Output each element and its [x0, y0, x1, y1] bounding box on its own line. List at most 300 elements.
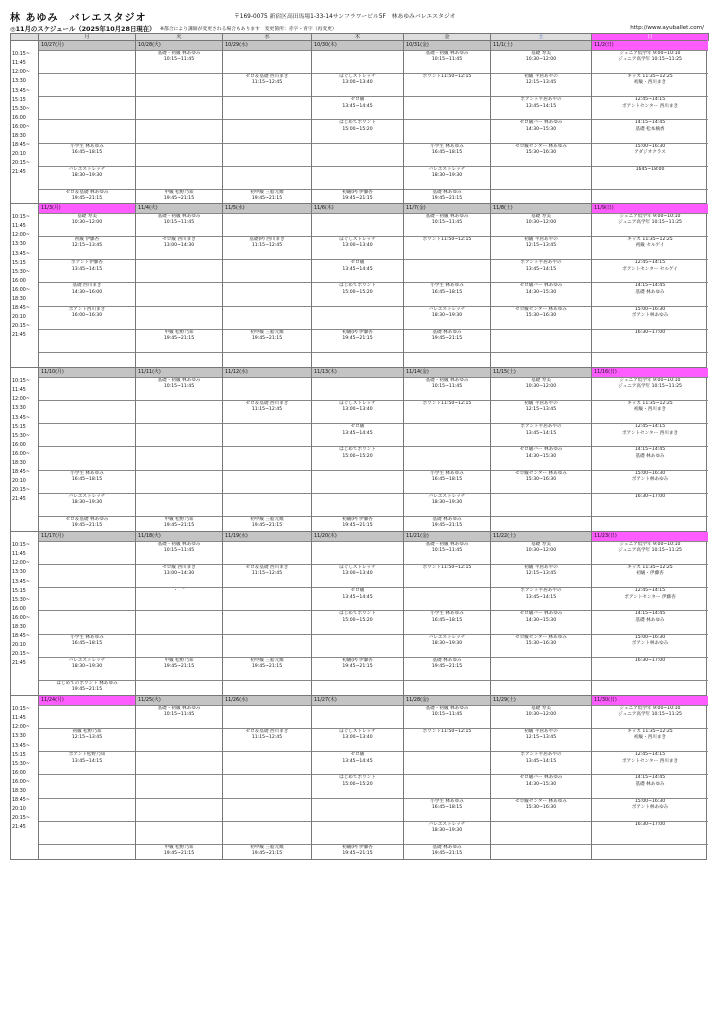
class-text: 13:00~14:30	[163, 243, 195, 249]
time-slot: 10:15~	[12, 215, 30, 221]
time-slot: 11:45	[12, 388, 26, 394]
class-cell	[404, 446, 490, 469]
class-cell	[39, 728, 135, 751]
change-note: ※都合により講師が変更される場合もあります 変更箇所：赤字・青字（再変更）	[160, 27, 337, 32]
class-text: 基礎 林あゆみ	[635, 453, 665, 459]
day-header-wed: 水	[223, 34, 312, 41]
class-cell	[312, 634, 403, 657]
time-slot: 16:00~	[12, 124, 30, 130]
class-text: 初級 セルゲイ	[635, 243, 665, 249]
class-cell	[404, 493, 490, 516]
class-cell	[312, 751, 403, 774]
class-text: 13:00~13:40	[342, 735, 373, 741]
class-text: ポワント11:50~12:15	[422, 729, 472, 735]
date-label: 11/7(金)	[404, 204, 490, 213]
class-cell	[136, 728, 222, 751]
class-text: バレエストレッチ	[428, 821, 466, 827]
class-cell	[136, 516, 222, 531]
class-text: 初級 松野乃知	[72, 729, 102, 735]
class-text: 13:00~14:30	[163, 571, 195, 577]
class-text: ゼロ級バー 林あゆみ	[519, 611, 563, 617]
class-text: 12:15~13:45	[525, 571, 557, 577]
class-text: 10:30~12:00	[525, 57, 557, 63]
time-slot: 20:10	[12, 315, 26, 321]
class-cell	[592, 587, 708, 610]
class-cell	[491, 189, 591, 203]
time-slot: 18:45~	[12, 798, 30, 804]
class-text: ジュニア高学年 10:15~11:25	[618, 220, 682, 226]
class-text: バレエストレッチ	[428, 306, 466, 312]
class-cell	[312, 352, 403, 367]
class-text: はじめてポワント	[339, 120, 376, 126]
date-label: 11/2(日)	[592, 41, 708, 50]
class-cell	[312, 564, 403, 587]
time-slot: 12:00~	[12, 233, 30, 239]
class-cell	[592, 493, 708, 516]
class-text: キッズ 11:35~12:25	[627, 237, 673, 243]
class-text: 初級(P) 伊藤杏	[342, 844, 373, 850]
class-cell	[404, 634, 490, 657]
class-text: ポアント伊藤杏	[71, 260, 103, 266]
class-cell	[39, 774, 135, 797]
class-text: 12:15~13:45	[525, 407, 557, 413]
website-url[interactable]: http://www.ayuballet.com/	[630, 25, 704, 31]
class-cell	[312, 50, 403, 73]
class-text: 12:45~14:15	[634, 588, 666, 594]
class-text: 19:45~21:15	[71, 686, 103, 692]
class-cell	[491, 705, 591, 728]
class-cell	[39, 821, 135, 844]
time-slot: 20:10	[12, 807, 26, 813]
date-label: 11/16(日)	[592, 368, 708, 377]
class-text: 16:45~18:15	[431, 476, 463, 482]
class-text: ゼロ級センター 林あゆみ	[515, 143, 567, 149]
class-text: 16:45~18:15	[431, 149, 463, 155]
day-column	[223, 368, 312, 531]
class-text: 10:15~11:45	[431, 548, 463, 554]
class-text: 10:15~11:45	[163, 548, 195, 554]
class-text: 10:15~11:45	[163, 220, 195, 226]
class-cell	[312, 774, 403, 797]
class-text: キッズ 11:35~12:25	[627, 565, 673, 571]
class-cell	[39, 189, 135, 203]
class-text: 基礎・初級 林あゆみ	[157, 706, 201, 712]
class-text: はじめてポワント	[339, 283, 376, 289]
class-text: 13:45~14:15	[525, 594, 557, 600]
class-cell	[312, 610, 403, 633]
class-text: 19:45~21:15	[251, 522, 283, 528]
class-text: 13:00~13:40	[342, 571, 373, 577]
class-cell	[136, 564, 222, 587]
class-cell	[312, 705, 403, 728]
day-header-sat: 土	[491, 34, 592, 41]
date-label: 11/20(木)	[312, 532, 403, 541]
class-cell	[223, 587, 311, 610]
class-text: 18:30~19:30	[71, 172, 103, 178]
class-cell	[136, 213, 222, 236]
time-slot: 13:45~	[12, 579, 30, 585]
class-cell	[404, 282, 490, 305]
class-cell	[136, 587, 222, 610]
class-cell	[491, 751, 591, 774]
date-label: 10/30(木)	[312, 41, 403, 50]
class-text: 16:30~17:00	[634, 493, 666, 499]
day-header-thu: 木	[312, 34, 404, 41]
class-cell	[592, 774, 708, 797]
class-cell	[223, 119, 311, 142]
class-cell	[312, 446, 403, 469]
class-cell	[491, 634, 591, 657]
class-cell	[491, 493, 591, 516]
class-text: 16:45~18:15	[71, 149, 103, 155]
time-slot: 16:00~	[12, 451, 30, 457]
class-text: ほぐしストレッチ	[339, 401, 376, 407]
class-cell	[223, 50, 311, 73]
time-slot: 13:30	[12, 79, 26, 85]
class-cell	[39, 844, 135, 859]
class-cell	[39, 213, 135, 236]
class-text: 基礎・初級 林あゆみ	[425, 378, 469, 384]
class-text: ほぐしストレッチ	[339, 565, 376, 571]
class-text: ジュニア低学年 9:00~10:10	[619, 706, 681, 712]
class-cell	[39, 493, 135, 516]
class-text: ポアント西川まき	[68, 306, 106, 312]
class-text: 中級 松野乃知	[164, 329, 194, 335]
class-cell	[39, 166, 135, 189]
class-text: バレエストレッチ	[428, 634, 466, 640]
class-text: 12:15~13:45	[71, 243, 103, 249]
class-cell	[39, 610, 135, 633]
time-slot: 13:30	[12, 242, 26, 248]
class-text: はじめてポワント	[339, 611, 376, 617]
class-cell	[592, 564, 708, 587]
class-text: ゼロ＆基礎 林あゆみ	[65, 516, 109, 522]
class-text: 19:45~21:15	[251, 195, 283, 201]
class-cell	[136, 352, 222, 367]
class-text: 19:45~21:15	[251, 850, 283, 856]
day-column	[223, 532, 312, 695]
day-header-mon: 月	[39, 34, 136, 41]
class-cell	[592, 844, 708, 859]
class-cell	[491, 423, 591, 446]
class-cell	[491, 213, 591, 236]
class-text: 19:45~21:15	[342, 522, 373, 528]
class-cell	[39, 73, 135, 96]
time-slot: 21:45	[12, 825, 26, 831]
header	[10, 7, 710, 35]
time-slot: 13:45~	[12, 88, 30, 94]
class-text: 16:00~16:30	[71, 312, 103, 318]
day-column	[39, 368, 136, 531]
class-cell	[491, 821, 591, 844]
class-cell	[592, 329, 708, 352]
time-slot: 11:45	[12, 61, 26, 67]
date-label: 11/23(日)	[592, 532, 708, 541]
class-cell	[491, 329, 591, 352]
day-column	[312, 532, 404, 695]
day-column	[39, 532, 136, 695]
time-slot: 18:45~	[12, 143, 30, 149]
class-cell	[592, 541, 708, 564]
class-text: ゼロ級バー 林あゆみ	[519, 283, 563, 289]
class-cell	[39, 470, 135, 493]
class-text: バレエストレッチ	[428, 166, 466, 172]
class-cell	[404, 119, 490, 142]
class-text: 14:30~15:30	[525, 781, 557, 787]
class-text: 10:15~11:45	[431, 57, 463, 63]
time-slot: 16:00	[12, 442, 26, 448]
class-text: 19:45~21:15	[251, 663, 283, 669]
class-text: 初級(P) 伊藤杏	[342, 329, 373, 335]
class-text: 基礎・初級 林あゆみ	[157, 51, 201, 57]
class-text: 16:45~18:15	[431, 617, 463, 623]
class-cell	[223, 352, 311, 367]
class-cell	[404, 377, 490, 400]
class-text: ジュニア低学年 9:00~10:10	[619, 542, 681, 548]
date-label: 11/19(水)	[223, 532, 311, 541]
class-text: 初中級 三船元維	[250, 844, 284, 850]
date-label: 11/26(水)	[223, 696, 311, 705]
class-cell	[592, 96, 708, 119]
week-grid	[11, 41, 706, 203]
time-slot: 20:15~	[12, 652, 30, 658]
class-text: 15:00~15:20	[342, 126, 373, 132]
class-cell	[223, 657, 311, 680]
class-text: 基礎 松本楠香	[635, 126, 665, 132]
class-text: 初中級 三船元維	[250, 329, 284, 335]
time-column	[11, 532, 39, 695]
class-cell	[404, 705, 490, 728]
day-column	[223, 204, 312, 367]
class-cell	[592, 751, 708, 774]
class-text: 小学生 林あゆみ	[430, 611, 464, 617]
time-column-spacer	[11, 696, 38, 705]
class-cell	[312, 680, 403, 695]
time-slot: 20:10	[12, 152, 26, 158]
class-text: ポアント林あゆみ	[631, 640, 669, 646]
class-text: ゼロ＆基礎 西川まき	[245, 74, 289, 80]
day-header-sun: 日	[592, 34, 708, 41]
time-slot: 16:00	[12, 606, 26, 612]
class-text: 14:30~15:30	[525, 453, 557, 459]
class-cell	[491, 352, 591, 367]
class-text: 10:15~11:45	[431, 712, 463, 718]
class-text: ほぐしストレッチ	[339, 237, 376, 243]
class-text: 19:45~21:15	[431, 850, 463, 856]
time-slot: 16:00	[12, 278, 26, 284]
class-cell	[404, 541, 490, 564]
class-text: 19:45~21:15	[342, 850, 373, 856]
time-slot: 16:00	[12, 770, 26, 776]
time-slot: 18:45~	[12, 306, 30, 312]
class-text: 11:15~12:45	[251, 243, 283, 249]
class-text: 基礎・初級 林あゆみ	[425, 214, 469, 220]
class-cell	[312, 143, 403, 166]
class-cell	[136, 189, 222, 203]
class-cell	[39, 564, 135, 587]
class-cell	[223, 377, 311, 400]
class-cell	[491, 166, 591, 189]
time-column-spacer	[11, 41, 38, 50]
class-text: 基礎・初級 林あゆみ	[425, 51, 469, 57]
time-column-spacer	[11, 368, 38, 377]
time-slot: 13:30	[12, 406, 26, 412]
class-cell	[312, 470, 403, 493]
class-text: 基礎 林あゆみ	[432, 657, 462, 663]
time-slot: 20:15~	[12, 488, 30, 494]
class-cell	[223, 821, 311, 844]
class-cell	[136, 751, 222, 774]
class-text: 14:15~14:45	[634, 775, 666, 781]
day-column	[404, 532, 491, 695]
class-text: 基礎 寿美	[531, 706, 551, 712]
class-text: 基礎 林あゆみ	[432, 189, 462, 195]
class-text: 初級・西川まき	[633, 407, 667, 413]
class-text: ジュニア高学年 10:15~11:25	[618, 548, 682, 554]
time-slot: 10:15~	[12, 52, 30, 58]
class-cell	[491, 143, 591, 166]
class-text: はじめてポワント	[339, 447, 376, 453]
class-text: ポアントセンター 西川まき	[621, 758, 679, 764]
class-cell	[592, 213, 708, 236]
time-slot: 20:15~	[12, 816, 30, 822]
class-cell	[491, 73, 591, 96]
class-text: 初中級 三船元維	[250, 516, 284, 522]
class-cell	[404, 329, 490, 352]
class-cell	[491, 259, 591, 282]
class-cell	[39, 259, 135, 282]
class-text: 13:45~14:15	[525, 758, 557, 764]
class-cell	[491, 236, 591, 259]
class-text: ポアント林あゆみ	[631, 804, 669, 810]
class-cell	[404, 143, 490, 166]
class-cell	[223, 423, 311, 446]
class-text: ポアントセンター 西川まき	[621, 103, 679, 109]
class-cell	[39, 282, 135, 305]
class-text: ポアント平居あやの	[520, 260, 562, 266]
class-text: 13:45~14:15	[71, 758, 103, 764]
class-cell	[312, 377, 403, 400]
class-cell	[223, 516, 311, 531]
class-cell	[404, 821, 490, 844]
class-cell	[404, 213, 490, 236]
time-column	[11, 41, 39, 203]
class-cell	[491, 400, 591, 423]
class-cell	[136, 634, 222, 657]
class-cell	[592, 352, 708, 367]
class-cell	[136, 423, 222, 446]
class-text: 19:45~21:15	[431, 663, 463, 669]
class-cell	[592, 236, 708, 259]
class-text: 10:30~12:00	[71, 220, 103, 226]
class-cell	[136, 259, 222, 282]
time-slot: 11:45	[12, 716, 26, 722]
class-cell	[39, 352, 135, 367]
class-cell	[592, 821, 708, 844]
class-cell	[136, 166, 222, 189]
date-label: 11/25(火)	[136, 696, 222, 705]
class-text: 初級 平居あやの	[524, 729, 558, 735]
class-cell	[223, 236, 311, 259]
class-cell	[136, 774, 222, 797]
day-header-tue: 火	[136, 34, 223, 41]
class-cell	[312, 400, 403, 423]
week-grid	[11, 204, 706, 367]
class-text: 10:15~11:45	[163, 57, 195, 63]
time-slot: 21:45	[12, 333, 26, 339]
schedule-subtitle: ◎11月のスケジュール（2025年10月28日現在）	[10, 25, 156, 33]
class-text: アダジオクラス	[634, 149, 666, 155]
class-cell	[223, 634, 311, 657]
class-text: ゼロ＆基礎 西川まき	[245, 565, 289, 571]
class-text: ジュニア低学年 9:00~10:10	[619, 51, 681, 57]
class-text: 16:30~17:00	[634, 821, 666, 827]
class-cell	[491, 798, 591, 821]
time-slot: 20:15~	[12, 161, 30, 167]
class-cell	[592, 516, 708, 531]
date-label: 11/29(土)	[491, 696, 591, 705]
date-label: 11/14(金)	[404, 368, 490, 377]
class-cell	[404, 400, 490, 423]
class-text: 19:45~21:15	[342, 195, 373, 201]
time-slot: 10:15~	[12, 543, 30, 549]
date-label: 10/29(水)	[223, 41, 311, 50]
class-cell	[39, 634, 135, 657]
class-text: 15:30~16:30	[525, 804, 557, 810]
class-text: 初級(P) 伊藤杏	[342, 189, 373, 195]
class-cell	[136, 446, 222, 469]
class-cell	[404, 470, 490, 493]
day-column	[592, 41, 708, 203]
class-cell	[404, 728, 490, 751]
time-slot: 12:00~	[12, 561, 30, 567]
class-cell	[404, 680, 490, 695]
day-column	[404, 41, 491, 203]
class-cell	[136, 329, 222, 352]
class-text: 19:45~21:15	[342, 335, 373, 341]
class-text: 13:45~14:45	[342, 594, 373, 600]
class-text: 中級 松野乃知	[164, 844, 194, 850]
time-slot: 12:00~	[12, 725, 30, 731]
class-text: 15:00~16:30	[634, 634, 666, 640]
class-text: ジュニア高学年 10:15~11:25	[618, 57, 682, 63]
time-slot: 18:30	[12, 297, 26, 303]
class-text: 13:45~14:15	[71, 266, 103, 272]
class-text: 19:45~21:15	[431, 522, 463, 528]
class-text: 14:15~14:45	[634, 283, 666, 289]
time-slot: 18:45~	[12, 470, 30, 476]
date-label: 11/28(金)	[404, 696, 490, 705]
class-text: 12:45~14:15	[634, 424, 666, 430]
class-text: 12:15~13:45	[525, 80, 557, 86]
class-text: 19:45~21:15	[431, 335, 463, 341]
time-slot: 21:45	[12, 170, 26, 176]
day-column	[491, 532, 592, 695]
class-text: ポワント11:50~12:15	[422, 565, 472, 571]
class-cell	[223, 143, 311, 166]
class-cell	[312, 516, 403, 531]
date-label: 11/8(土)	[491, 204, 591, 213]
class-text: 14:15~14:45	[634, 611, 666, 617]
class-text: 19:45~21:15	[431, 195, 463, 201]
time-slot: 20:10	[12, 643, 26, 649]
class-cell	[223, 751, 311, 774]
class-cell	[223, 400, 311, 423]
day-column	[592, 532, 708, 695]
class-cell	[39, 541, 135, 564]
day-column	[136, 368, 223, 531]
class-cell	[491, 728, 591, 751]
